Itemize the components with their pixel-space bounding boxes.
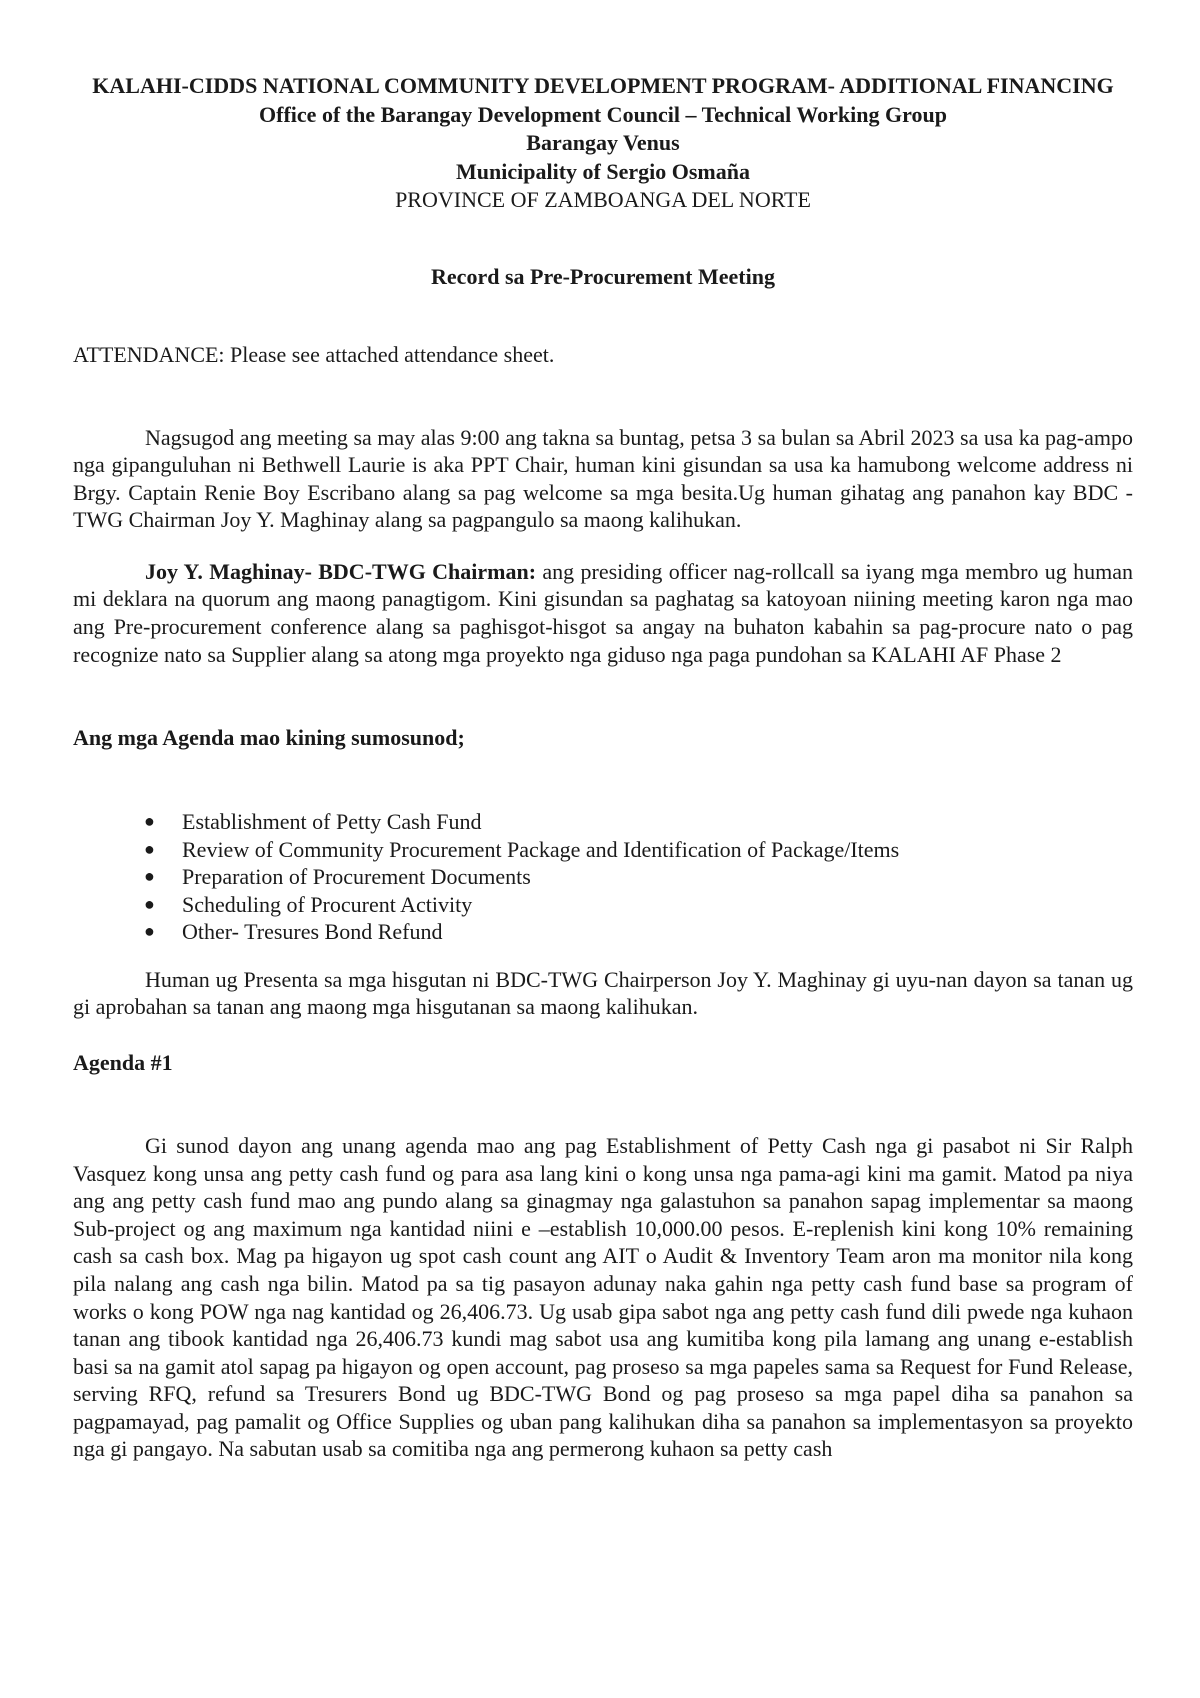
agenda-heading: Ang mga Agenda mao kining sumosunod; <box>73 725 465 751</box>
document-title: Record sa Pre-Procurement Meeting <box>431 263 775 289</box>
list-item <box>144 891 1133 919</box>
list-item <box>144 808 1133 836</box>
agenda-item-label: Other- Tresures Bond Refund <box>182 919 443 945</box>
bullet-icon: ● <box>144 921 155 942</box>
list-item <box>144 836 1133 864</box>
agenda-list <box>73 808 1133 946</box>
agenda-item-label: Preparation of Procurement Documents <box>182 864 531 890</box>
barangay-name: Barangay Venus <box>526 130 680 155</box>
agenda-1-heading: Agenda #1 <box>73 1049 173 1075</box>
approval-paragraph: Human ug Presenta sa mga hisgutan ni BDC-TWG Chairperson Joy Y. Maghinay gi uyu-nan dayon sa tanan ug gi aprobahan sa tanan ang maong mga hisgutanan sa maong kalihukan. <box>73 966 1133 1020</box>
document-page <box>73 72 1133 1485</box>
list-item <box>144 918 1133 946</box>
agenda-item-label: Scheduling of Procurent Activity <box>182 891 473 917</box>
list-item <box>144 863 1133 891</box>
province-name: PROVINCE OF ZAMBOANGA DEL NORTE <box>395 187 811 212</box>
rollcall-paragraph <box>73 558 1133 668</box>
agenda-1-paragraph: Gi sunod dayon ang unang agenda mao ang pag Establishment of Petty Cash nga gi pasabot ni Sir Ralph Vasquez kong unsa ang petty cash fund og para asa lang kini o kong unsa nga pama-agi kini ma gamit. Matod pa niya ang ang petty cash fund mao ang pundo alang sa ginagmay nga galastuhon sa panahon sapag implementar sa maong Sub-project og ang maximum nga kantidad niini e –establish 10,000.00 pesos. E-replenish kini kong 10% remaining cash sa cash box. Mag pa higayon ug spot cash count ang AIT o Audit & Inventory Team aron ma monitor nila kong pila nalang ang cash nga bilin. Matod pa sa tig pasayon adunay naka gahin nga petty cash fund base sa program of works o kong POW nga nag kantidad og 26,406.73. Ug usab gipa sabot nga ang petty cash fund dili pwede nga kuhaon tanan ang tibook kantidad nga 26,406.73 kundi mag sabot usa ang kumitiba kong pila lamang ang unang e-establish basi sa na gamit atol sapag pa higayon og open account, pag proseso sa mga papeles sama sa Request for Fund Release, serving RFQ, refund sa Tresurers Bond ug BDC-TWG Bond og pag proseso sa mga papel diha sa panahon sa pagpamayad, pag pamalit og Office Supplies og uban pang kalihukan diha sa panahon sa implementasyon sa proyekto nga gi pangayo. Na sabutan usab sa comitiba nga ang permerong kuhaon sa petty cash <box>73 1132 1133 1462</box>
document-header <box>73 72 1133 215</box>
agenda-item-label: Establishment of Petty Cash Fund <box>182 809 482 835</box>
rollcall-text: ang presiding officer nag-rollcall sa iyang mga membro ug human mi deklara na quorum ang maong panagtigom. Kini gisundan sa paghatag sa katoyoan niining meeting karon nga mao ang Pre-procurement conference alang sa paghisgot-hisgot sa angay na buhaton kabahin sa pag-procure nato o pag recognize nato sa Supplier alang sa atong mga proyekto nga giduso nga paga pundohan sa KALAHI AF Phase 2 <box>73 558 1133 667</box>
presiding-officer-label: Joy Y. Maghinay- BDC-TWG Chairman: <box>145 558 537 584</box>
bullet-icon: ● <box>144 838 155 859</box>
bullet-icon: ● <box>144 893 155 914</box>
bullet-icon: ● <box>144 866 155 887</box>
agenda-item-label: Review of Community Procurement Package and Identification of Package/Items <box>182 836 900 862</box>
office-name: Office of the Barangay Development Council – Technical Working Group <box>259 101 947 127</box>
bullet-icon: ● <box>144 811 155 832</box>
program-name: KALAHI-CIDDS NATIONAL COMMUNITY DEVELOPMENT PROGRAM- ADDITIONAL FINANCING <box>92 73 1114 98</box>
municipality-name: Municipality of Sergio Osmaña <box>456 158 750 184</box>
opening-paragraph: Nagsugod ang meeting sa may alas 9:00 ang takna sa buntag, petsa 3 sa bulan sa Abril 2023 sa usa ka pag-ampo nga gipanguluhan ni Bethwell Laurie is aka PPT Chair, human kini gisundan sa usa ka hamubong welcome address ni Brgy. Captain Renie Boy Escribano alang sa pag welcome sa mga besita.Ug human gihatag ang panahon kay BDC - TWG Chairman Joy Y. Maghinay alang sa pagpangulo sa maong kalihukan. <box>73 424 1133 533</box>
attendance-note: ATTENDANCE: Please see attached attendance sheet. <box>73 341 555 367</box>
